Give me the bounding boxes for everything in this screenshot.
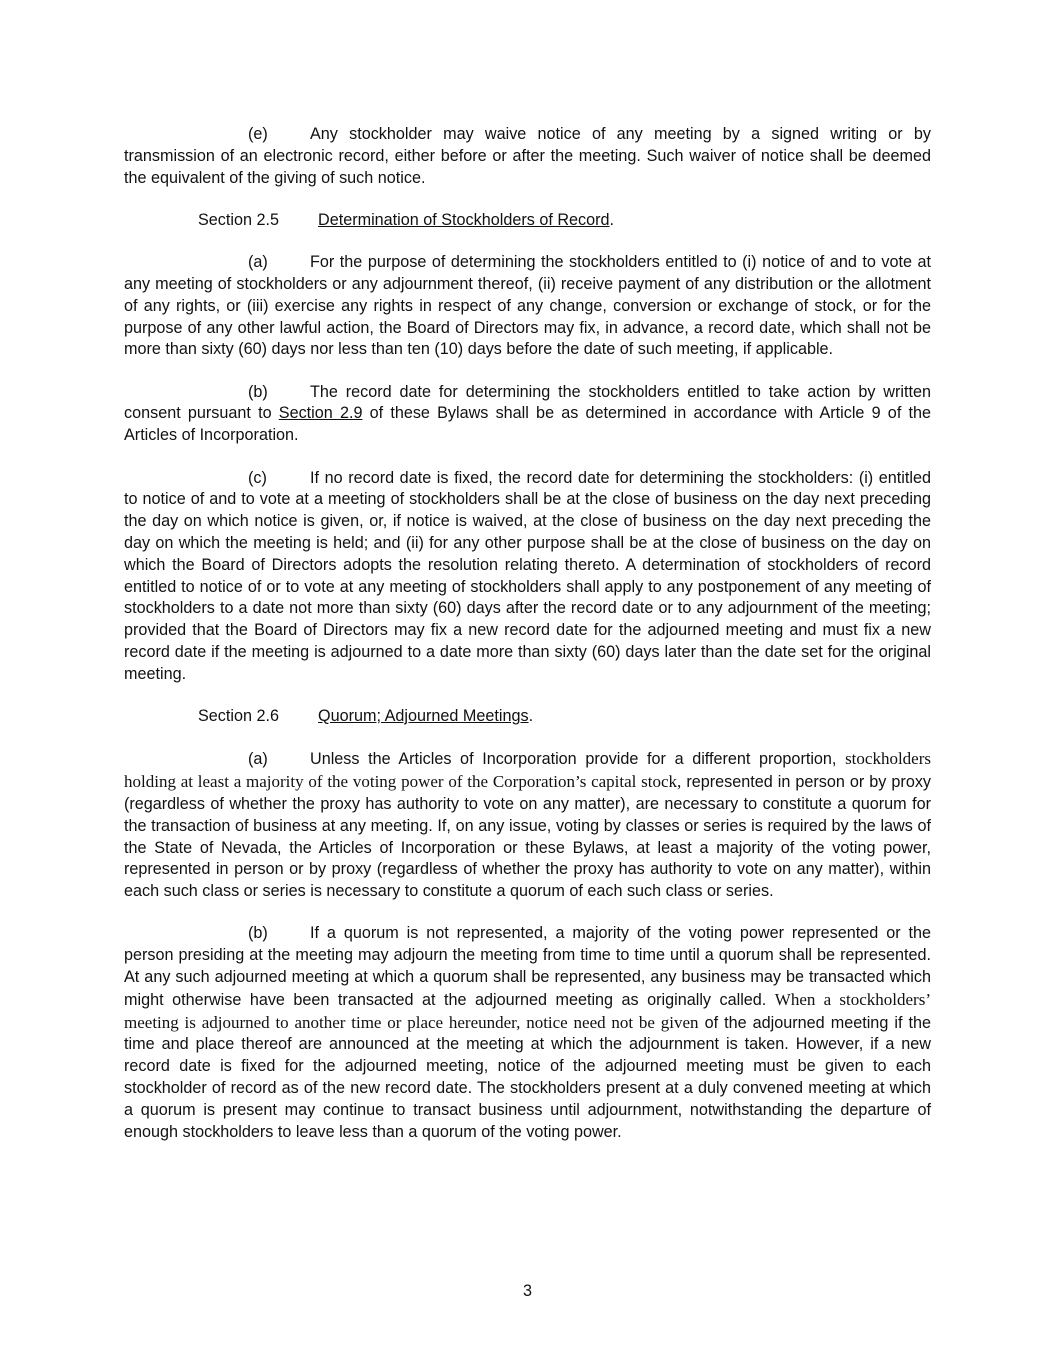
paragraph-2-5-c [124,468,931,686]
paragraph-2-5-a [124,252,931,361]
paragraph-number: (b) [248,924,268,943]
section-title: Quorum; Adjourned Meetings [318,707,529,726]
paragraph-text: For the purpose of determining the stockholders entitled to (i) notice of and to vote at any meeting of stockholders or any adjournment thereof, (ii) receive payment of any distribution or the allotment of any rights, or (iii) exercise any rights in respect of any change, conversion or exchange of stock, or for the purpose of any other lawful action, the Board of Directors may fix, in advance, a record date, which shall not be more than sixty (60) days nor less than ten (10) days before the date of such meeting, if applicable. [124,253,931,359]
paragraph-text-cont: of the adjourned meeting if the time and place thereof are announced at the meeting at which the adjournment is taken. However, if a new record date is fixed for the adjourned meeting, notice of the adjourned meeting must be given to each stockholder of record as of the new record date. The stockholders present at a duly convened meeting at which a quorum is present may continue to transact business until adjournment, notwithstanding the departure of enough stockholders to leave less than a quorum of the voting power. [124,1013,931,1141]
heading-period: . [528,707,534,726]
heading-period: . [609,210,615,229]
section-2-9-reference: Section 2.9 [278,404,363,423]
paragraph-2-6-a [124,748,931,903]
paragraph-text-cont: of these Bylaws shall be as determined in accordance with Article 9 of the Articles of Incorporation. [124,404,932,445]
section-2-5-heading [198,210,931,232]
document-page [124,124,931,1164]
paragraph-2-4-e [124,124,931,189]
paragraph-text: Any stockholder may waive notice of any meeting by a signed writing or by transmission of an electronic record, either before or after the meeting. Such waiver of notice shall be deemed the equivalent of the giving of such notice. [124,125,931,187]
paragraph-text: Unless the Articles of Incorporation provide for a different proportion, [310,750,846,769]
section-number: Section 2.6 [198,707,279,726]
paragraph-number: (a) [248,750,268,769]
paragraph-text-cont: represented in person or by proxy (regardless of whether the proxy has authority to vote on any matter), are necessary to constitute a quorum for the transaction of business at any meeting. If, on any issue, voting by classes or series is required by the laws of the State of Nevada, the Articles of Incorporation or these Bylaws, at least a majority of the voting power, represented in person or by proxy (regardless of whether the proxy has authority to vote on any matter), within each such class or series is necessary to constitute a quorum of each such class or series. [124,773,932,901]
paragraph-text: If a quorum is not represented, a majority of the voting power represented or the person presiding at the meeting may adjourn the meeting from time to time until a quorum shall be represented. At any such adjourned meeting at which a quorum shall be represented, any business may be transacted which might otherwise have been transacted at the adjourned meeting as originally called. [124,924,931,1009]
paragraph-text: If no record date is fixed, the record date for determining the stockholders: (i) entitled to notice of and to vote at a meeting of stockholders shall be at the close of business on the day next preceding the day on which notice is given, or, if notice is waived, at the close of business on the day next preceding the day on which the meeting is held; and (ii) for any other purpose shall be at the close of business on the day on which the Board of Directors adopts the resolution relating thereto. A determination of stockholders of record entitled to notice of or to vote at any meeting of stockholders shall apply to any postponement of any meeting of stockholders to a date not more than sixty (60) days after the record date or to any adjournment of the meeting; provided that the Board of Directors may fix a new record date for the adjourned meeting and must fix a new record date if the meeting is adjourned to a date more than sixty (60) days later than the date set for the original meeting. [124,468,931,683]
paragraph-text: The record date for determining the stockholders entitled to take action by written consent pursuant to [124,382,931,423]
paragraph-number: (a) [248,253,268,272]
paragraph-2-5-b [124,382,931,447]
section-number: Section 2.5 [198,210,279,229]
paragraph-number: (c) [248,468,267,487]
paragraph-2-6-b [124,923,931,1143]
section-title: Determination of Stockholders of Record [318,210,610,229]
section-2-6-heading [198,706,931,728]
paragraph-text-serif: When a stockholders’ meeting is adjourned to another time or place hereunder, notice need not be given [124,989,931,1032]
page-number: 3 [522,1282,532,1300]
paragraph-text-serif: stockholders holding at least a majority of the voting power of the Corporation’s capital stock, [124,749,931,792]
paragraph-number: (b) [248,382,268,401]
paragraph-number: (e) [248,125,268,143]
